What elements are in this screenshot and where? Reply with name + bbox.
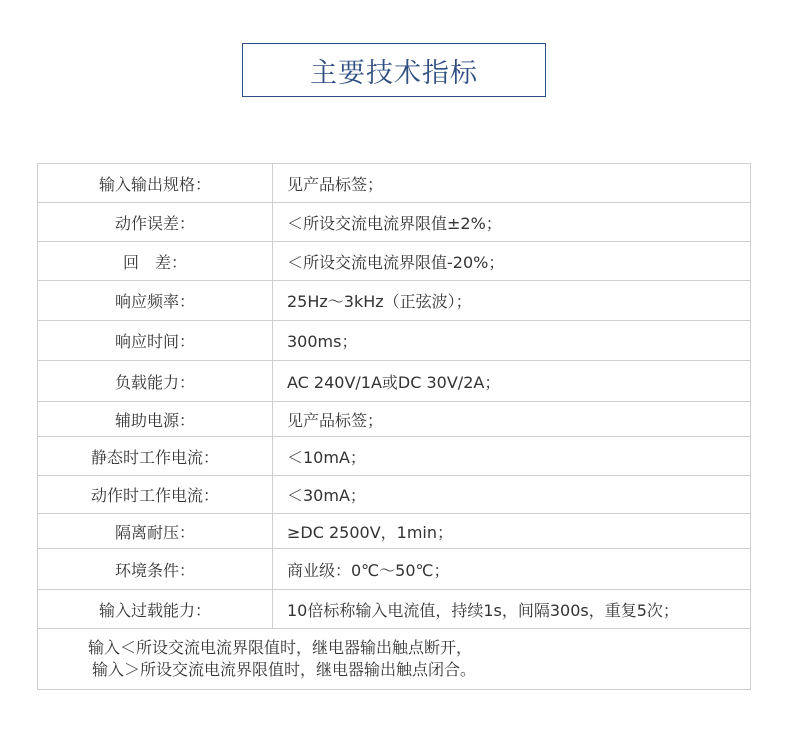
table-row <box>38 590 751 629</box>
spec-label: 负载能力： <box>38 361 273 402</box>
table-row <box>38 321 751 361</box>
table-row <box>38 476 751 514</box>
table-row <box>38 164 751 203</box>
spec-label: 回 差： <box>38 242 273 281</box>
table-row <box>38 549 751 590</box>
spec-label: 响应时间： <box>38 321 273 361</box>
table-row <box>38 514 751 549</box>
note-line-open: 输入＜所设交流电流界限值时，继电器输出触点断开， <box>88 638 473 657</box>
table-row <box>38 437 751 476</box>
spec-value: ＜10mA； <box>273 437 751 476</box>
spec-label: 动作时工作电流： <box>38 476 273 514</box>
spec-value: 见产品标签； <box>273 164 751 203</box>
table-row <box>38 402 751 437</box>
spec-label: 环境条件： <box>38 549 273 590</box>
spec-value: 25Hz～3kHz（正弦波）； <box>273 281 751 321</box>
spec-value: ＜所设交流电流界限值±2%； <box>273 203 751 242</box>
spec-value: ≥DC 2500V，1min； <box>273 514 751 549</box>
section-title: 主要技术指标 <box>242 43 546 97</box>
spec-value: 300ms； <box>273 321 751 361</box>
table-row <box>38 203 751 242</box>
spec-value: ＜30mA； <box>273 476 751 514</box>
spec-value: 10倍标称输入电流值，持续1s，间隔300s，重复5次； <box>273 590 751 629</box>
spec-label: 输入过载能力： <box>38 590 273 629</box>
table-row <box>38 361 751 402</box>
spec-value: 见产品标签； <box>273 402 751 437</box>
note-row <box>38 629 751 690</box>
spec-label: 隔离耐压： <box>38 514 273 549</box>
spec-value: AC 240V/1A或DC 30V/2A； <box>273 361 751 402</box>
note-cell <box>38 629 751 690</box>
table-row <box>38 242 751 281</box>
spec-label: 响应频率： <box>38 281 273 321</box>
spec-value: ＜所设交流电流界限值-20%； <box>273 242 751 281</box>
spec-label: 静态时工作电流： <box>38 437 273 476</box>
spec-label: 辅助电源： <box>38 402 273 437</box>
spec-value: 商业级：0℃～50℃； <box>273 549 751 590</box>
spec-label: 动作误差： <box>38 203 273 242</box>
note-line-close: 输入＞所设交流电流界限值时，继电器输出触点闭合。 <box>92 660 477 679</box>
spec-table <box>37 163 751 690</box>
table-row <box>38 281 751 321</box>
spec-label: 输入输出规格： <box>38 164 273 203</box>
